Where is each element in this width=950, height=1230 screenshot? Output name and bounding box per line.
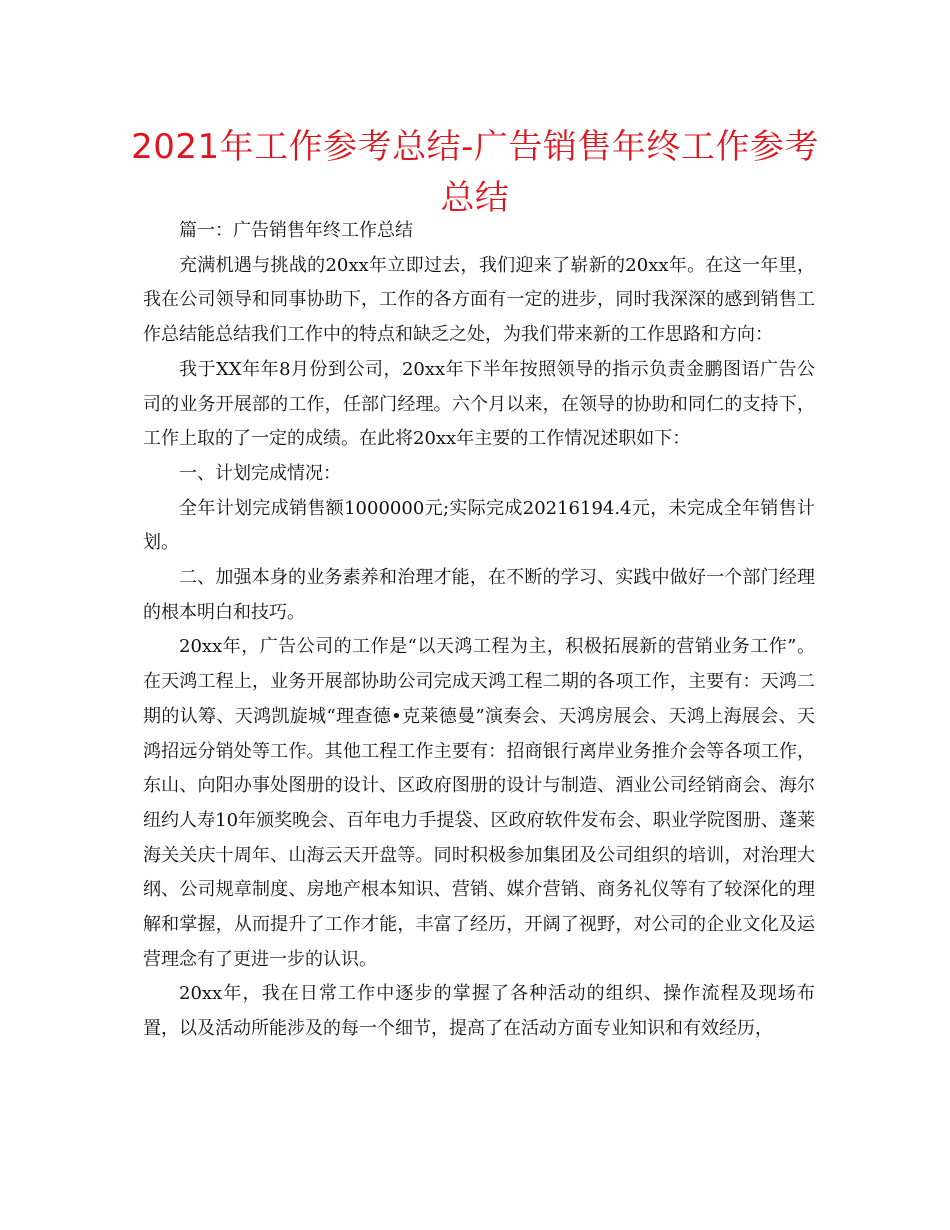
paragraph: 全年计划完成销售额1000000元;实际完成20216194.4元，未完成全年销售计划。 — [143, 497, 815, 554]
document-title: 2021年工作参考总结-广告销售年终工作参考总结 — [131, 127, 819, 218]
section-heading: 篇一：广告销售年终工作总结 — [179, 220, 413, 241]
document-body — [143, 214, 815, 1047]
paragraph: 20xx年，我在日常工作中逐步的掌握了各种活动的组织、操作流程及现场布置，以及活动所能涉及的每一个细节，提高了在活动方面专业知识和有效经历， — [143, 983, 815, 1040]
section-heading: 二、加强本身的业务素养和治理才能，在不断的学习、实践中做好一个部门经理的根本明白和技巧。 — [143, 567, 815, 623]
section-heading: 一、计划完成情况： — [179, 462, 341, 484]
paragraph: 充满机遇与挑战的20xx年立即过去，我们迎来了崭新的20xx年。在这一年里，我在公司领导和同事协助下，工作的各方面有一定的进步，同时我深深的感到销售工作总结能总结我们工作中的特点和缺乏之处，为我们带来新的工作思路和方向： — [143, 254, 815, 346]
paragraph: 我于XX年年8月份到公司，20xx年下半年按照领导的指示负责金鹏图语广告公司的业务开展部的工作，任部门经理。六个月以来，在领导的协助和同仁的支持下，工作上取的了一定的成绩。在此将20xx年主要的工作情况述职如下： — [143, 358, 815, 450]
paragraph: 20xx年，广告公司的工作是“以天鸿工程为主，积极拓展新的营销业务工作”。在天鸿工程上，业务开展部协助公司完成天鸿工程二期的各项工作，主要有：天鸿二期的认筹、天鸿凯旋城“理查德•克莱德曼”演奏会、天鸿房展会、天鸿上海展会、天鸿招远分销处等工作。其他工程工作主要有：招商银行离岸业务推介会等各项工作，东山、向阳办事处图册的设计、区政府图册的设计与制造、酒业公司经销商会、海尔纽约人寿10年颁奖晚会、百年电力手提袋、区政府软件发布会、职业学院图册、蓬莱海关关庆十周年、山海云天开盘等。同时积极参加集团及公司组织的培训，对治理大纲、公司规章制度、房地产根本知识、营销、媒介营销、商务礼仪等有了较深化的理解和掌握，从而提升了工作才能，丰富了经历，开阔了视野，对公司的企业文化及运营理念有了更进一步的认识。 — [143, 636, 815, 970]
